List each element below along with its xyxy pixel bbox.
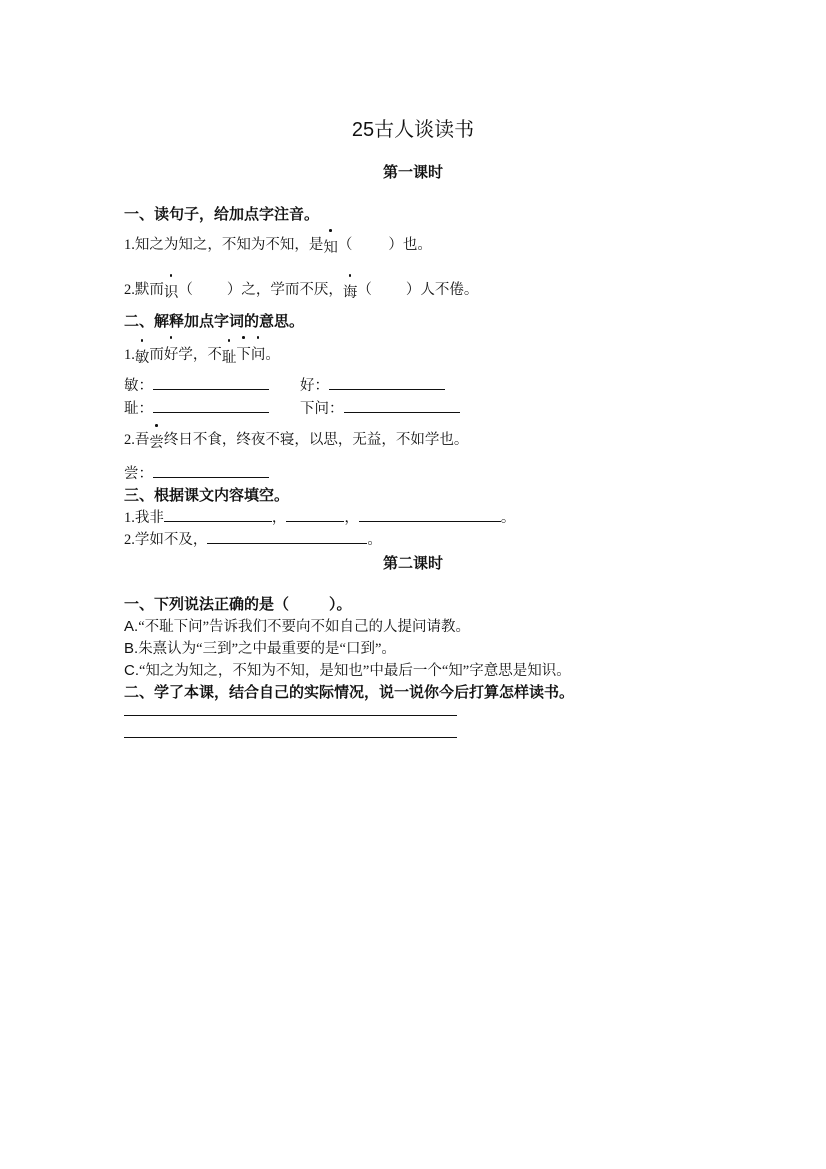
dotted-char: 下	[236, 343, 251, 364]
lesson1-heading: 第一课时	[382, 164, 443, 181]
dotted-char: 识	[164, 281, 179, 302]
section2-title: 二、解释加点字词的意思。	[124, 313, 305, 330]
field-xiawen: 下问：	[300, 397, 460, 418]
option-b[interactable]: B.朱熹认为“三到”之中最重要的是“口到”。	[124, 640, 396, 657]
question-1-1: 1.知之为知之，不知为不知，是知（ ）也。	[124, 237, 432, 256]
field-chang: 尝：	[124, 462, 269, 483]
dotted-char: 好	[164, 343, 179, 364]
dotted-char: 问	[251, 343, 266, 364]
field-min: 敏：	[124, 374, 269, 395]
field-hao: 好：	[300, 374, 445, 395]
dotted-char: 耻	[222, 346, 237, 367]
option-c[interactable]: C.“知之为知之，不知为不知，是知也”中最后一个“知”字意思是知识。	[124, 662, 571, 679]
section1-title: 一、读句子，给加点字注音。	[124, 206, 320, 223]
lesson2-heading: 第二课时	[382, 555, 443, 572]
answer-line[interactable]	[344, 411, 460, 413]
l2-section2-title: 二、学了本课，结合自己的实际情况，说一说你今后打算怎样读书。	[124, 684, 575, 701]
answer-line[interactable]	[359, 520, 501, 522]
dotted-char: 敏	[135, 346, 150, 367]
answer-line[interactable]	[153, 476, 269, 478]
question-1-2: 2.默而识（ ）之，学而不厌，诲（ ）人不倦。	[124, 282, 479, 301]
answer-line[interactable]	[164, 520, 272, 522]
answer-line[interactable]	[286, 520, 344, 522]
dotted-char: 诲	[343, 281, 358, 302]
fill-1: 1.我非 ， ， 。	[124, 510, 516, 526]
answer-line-2[interactable]	[124, 737, 457, 738]
question-2-2: 2.吾尝终日不食，终夜不寝，以思，无益，不如学也。	[124, 432, 469, 451]
page-title: 25古人谈读书	[351, 119, 475, 141]
answer-line[interactable]	[329, 388, 445, 390]
field-chi: 耻：	[124, 397, 269, 418]
answer-line[interactable]	[207, 542, 367, 544]
answer-line[interactable]	[153, 388, 269, 390]
answer-line[interactable]	[153, 411, 269, 413]
l2-section1-title: 一、下列说法正确的是（ ）。	[124, 596, 352, 613]
question-2-1: 1.敏而好学，不耻下问。	[124, 343, 280, 364]
dotted-char: 尝	[149, 431, 164, 452]
option-a[interactable]: A.“不耻下问”告诉我们不要向不如自己的人提问请教。	[124, 618, 471, 635]
section3-title: 三、根据课文内容填空。	[124, 487, 290, 504]
answer-line-1[interactable]	[124, 715, 457, 716]
fill-2: 2.学如不及， 。	[124, 532, 382, 548]
dotted-char: 知	[323, 236, 338, 257]
